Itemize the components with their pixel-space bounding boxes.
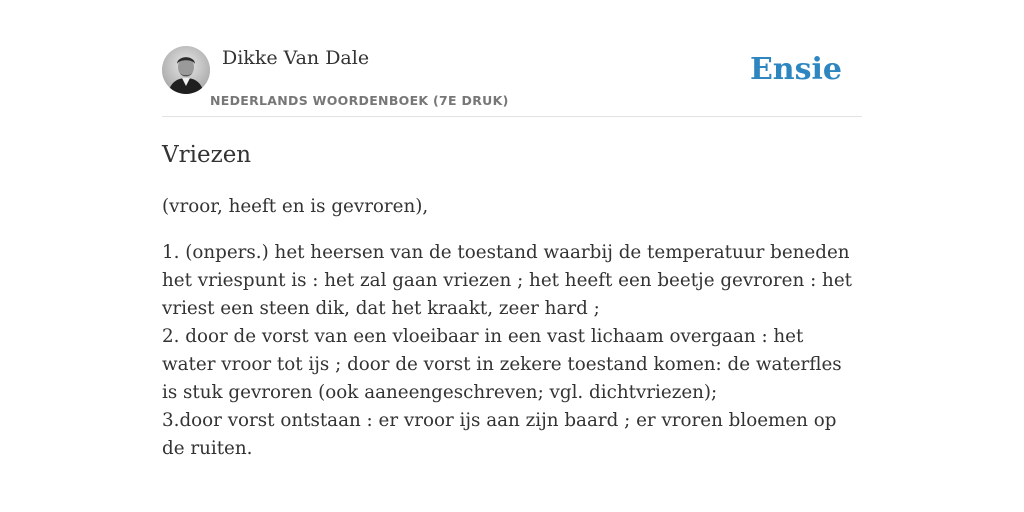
source-label[interactable]: NEDERLANDS WOORDENBOEK (7E DRUK) (210, 93, 509, 108)
definition-sense-3: 3.door vorst ontstaan : er vroor ijs aan zijn baard ; er vroren bloemen op de ruiten. (162, 410, 837, 459)
entry-definition (162, 193, 862, 463)
portrait-photo-icon (162, 46, 210, 94)
grammar-note: (vroor, heeft en is gevroren), (162, 196, 429, 217)
author-avatar[interactable] (162, 46, 210, 94)
entry-card (162, 0, 862, 512)
author-name[interactable]: Dikke Van Dale (222, 47, 370, 69)
definition-sense-2: 2. door de vorst van een vloeibaar in een vast lichaam overgaan : het water vroor tot ijs ; door de vorst in zekere toestand komen: de waterfles is stuk gevroren (ook aaneengeschreven; vgl. dichtvriezen); (162, 326, 842, 403)
entry-title: Vriezen (162, 142, 252, 168)
definition-sense-1: 1. (onpers.) het heersen van de toestand waarbij de temperatuur beneden het vriespunt is : het zal gaan vriezen ; het heeft een beetje gevroren : het vriest een steen dik, dat het kraakt, zeer hard ; (162, 242, 852, 319)
entry-header (162, 0, 862, 117)
brand-logo[interactable]: Ensie (749, 52, 842, 87)
